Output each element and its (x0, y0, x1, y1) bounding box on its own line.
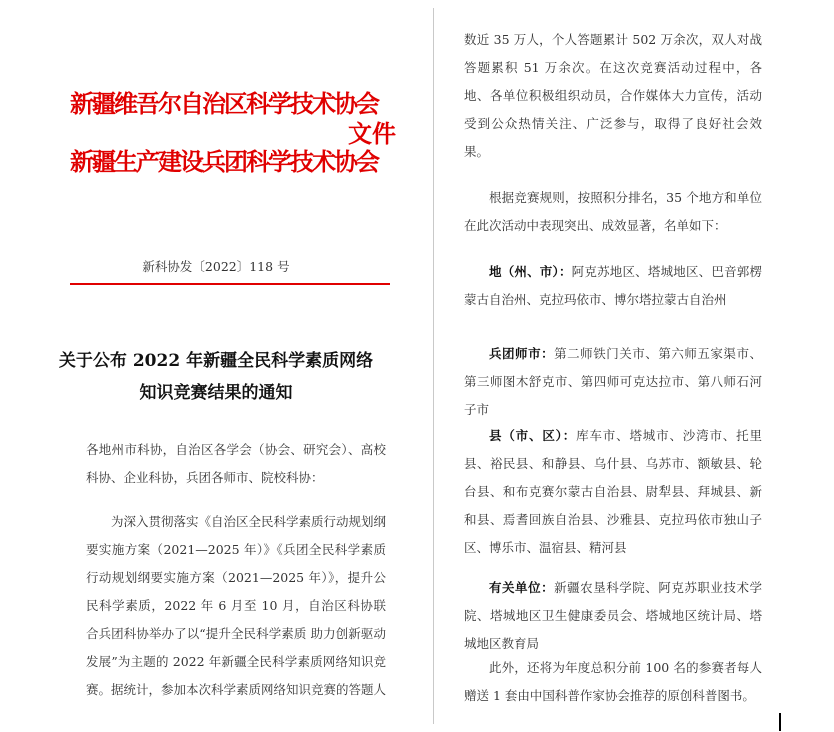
body-paragraph-prize: 此外，还将为年度总积分前 100 名的参赛者每人赠送 1 套由中国科普作家协会推荐的原创科普图书。 (464, 660, 762, 703)
list-corps (464, 340, 762, 424)
list-county-label: 县（市、区）： (489, 428, 577, 443)
document-label: 文件 (348, 119, 396, 148)
notice-title-line2: 知识竞赛结果的通知 (139, 383, 293, 403)
list-units (464, 574, 762, 658)
issuer-name-xinjiang-association: 新疆维吾尔自治区科学技术协会 (70, 89, 378, 118)
list-corps-items: 第二师铁门关市、第六师五家渠市、第三师图木舒克市、第四师可克达拉市、第八师石河子市 (464, 346, 762, 417)
text-cursor (779, 713, 781, 731)
notice-title-line1: 关于公布 2022 年新疆全民科学素质网络 (58, 351, 374, 371)
list-units-items: 新疆农垦科学院、阿克苏职业技术学院、塔城地区卫生健康委员会、塔城地区统计局、塔城地区教育局 (464, 580, 762, 651)
body-paragraph-intro: 为深入贯彻落实《自治区全民科学素质行动规划纲要实施方案（2021—2025 年）》《兵团全民科学素质行动规划纲要实施方案（2021—2025 年）》，提升公民科学素质，2022 年 6 月至 10 月，自治区科协联合兵团科协举办了以“提升全民科学素质 助力创新驱动发展”为主题的 2022 年新疆全民科学素质网络知识竞赛。据统计，参加本次科学素质网络知识竞赛的答题人 (86, 514, 387, 697)
body-paragraph-continued: 数近 35 万人，个人答题累计 502 万余次，双人对战答题累积 51 万余次。在这次竞赛活动过程中，各地、各单位积极组织动员，合作媒体大力宣传，活动受到公众热情关注、广泛参与，取得了良好社会效果。 (464, 32, 762, 159)
document-number: 新科协发〔2022〕118 号 (142, 259, 290, 274)
list-corps-label: 兵团师市： (489, 346, 555, 361)
list-prefecture-items: 阿克苏地区、塔城地区、巴音郭楞蒙古自治州、克拉玛依市、博尔塔拉蒙古自治州 (464, 264, 762, 307)
page-divider (433, 8, 434, 724)
list-prefecture-label: 地（州、市）： (489, 264, 572, 279)
list-prefecture (464, 258, 762, 314)
recipients-paragraph: 各地州市科协，自治区各学会（协会、研究会）、高校科协、企业科协，兵团各师市、院校科协： (86, 442, 386, 485)
list-units-label: 有关单位： (489, 580, 555, 595)
list-county-items: 库车市、塔城市、沙湾市、托里县、裕民县、和静县、乌什县、乌苏市、额敏县、轮台县、和布克赛尔蒙古自治县、尉犁县、拜城县、新和县、焉耆回族自治县、沙雅县、克拉玛依市独山子区、博乐市、温宿县、精河县 (464, 428, 762, 555)
body-paragraph-ranking: 根据竞赛规则，按照积分排名，35 个地方和单位在此次活动中表现突出、成效显著，名单如下： (464, 190, 762, 233)
issuer-name-corps-association: 新疆生产建设兵团科学技术协会 (70, 147, 378, 176)
red-divider-line (70, 283, 390, 285)
list-county (464, 422, 762, 562)
